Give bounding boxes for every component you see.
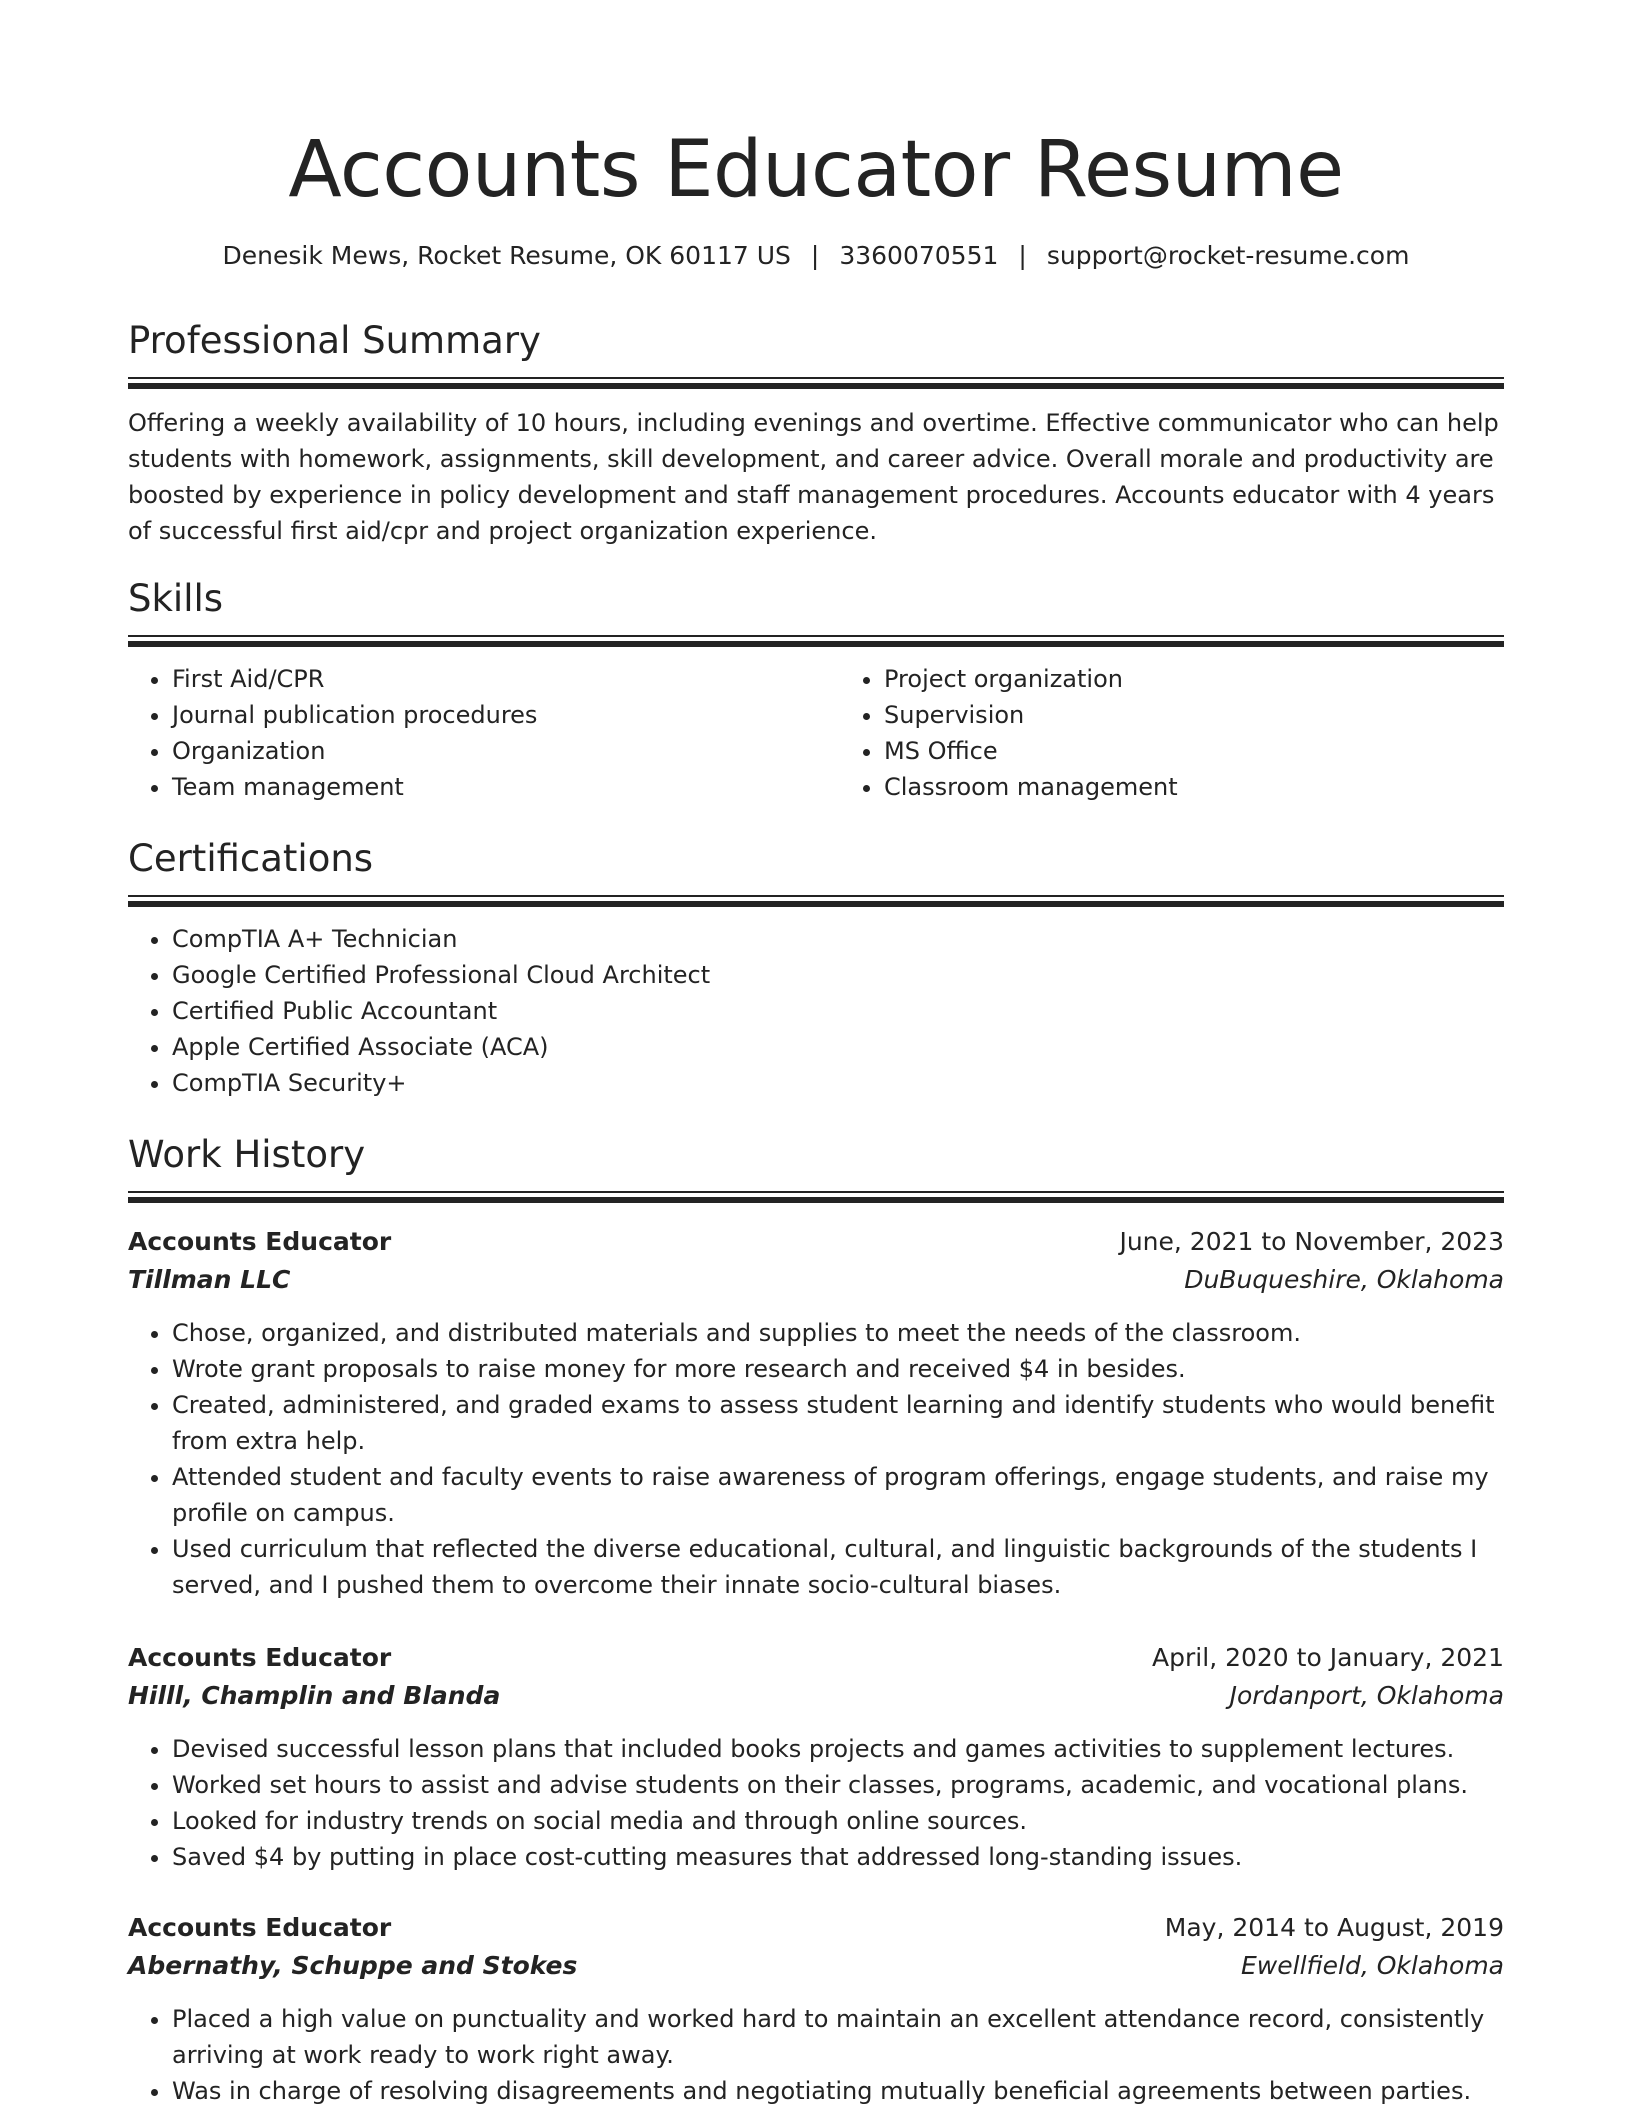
summary-section [128, 317, 1504, 549]
job-title: Accounts Educator [128, 1643, 392, 1672]
summary-heading: Professional Summary [128, 319, 541, 362]
summary-text: Offering a weekly availability of 10 hours, including evenings and overtime. Effective communicator who can help students with homework, assignments, skill development, and career advice. Overall morale and productivity are boosted by experience in policy development and staff management procedures. Accounts educator with 4 years of successful first aid/cpr and project organization experience. [128, 409, 1499, 545]
job-bullet: • Worked set hours to assist and advise students on their classes, programs, academic, and vocational plans. [172, 1767, 1504, 1803]
job-bullet: • Chose, organized, and distributed materials and supplies to meet the needs of the classroom. [172, 1315, 1504, 1351]
skills-heading: Skills [128, 577, 224, 620]
skill-item: • Journal publication procedures [172, 697, 806, 733]
certification-item: • CompTIA A+ Technician [172, 921, 1504, 957]
job-company-row [128, 1947, 1504, 1985]
job-bullet: • Created, administered, and graded exams to assess student learning and identify students who would benefit from extra help. [172, 1387, 1504, 1459]
certification-item: • Google Certified Professional Cloud Architect [172, 957, 1504, 993]
skills-section [128, 575, 1504, 805]
job-company: Hilll, Champlin and Blanda [128, 1681, 501, 1710]
skill-item: • Organization [172, 733, 806, 769]
certification-item: • Apple Certified Associate (ACA) [172, 1029, 1504, 1065]
contact-separator: | [810, 241, 820, 270]
section-divider [128, 635, 1504, 647]
job-company-row [128, 1677, 1504, 1715]
job-title-row [128, 1639, 1504, 1677]
skill-item: • Supervision [884, 697, 1518, 733]
job-bullet: • Attended student and faculty events to raise awareness of program offerings, engage students, and raise my profile on campus. [172, 1459, 1504, 1531]
job-title: Accounts Educator [128, 1227, 392, 1256]
job-bullets [128, 1731, 1504, 1875]
resume-title: Accounts Educator Resume [288, 125, 1344, 215]
skill-item: • First Aid/CPR [172, 661, 806, 697]
job-company: Tillman LLC [128, 1265, 291, 1294]
skill-item: • Project organization [884, 661, 1518, 697]
certifications-section [128, 835, 1504, 1101]
job-entry [128, 1909, 1504, 2109]
contact-address: Denesik Mews, Rocket Resume, OK 60117 US [222, 241, 791, 270]
job-bullets [128, 2001, 1504, 2109]
job-bullet: • Looked for industry trends on social media and through online sources. [172, 1803, 1504, 1839]
job-company-row [128, 1261, 1504, 1299]
skill-item: • Team management [172, 769, 806, 805]
section-divider [128, 1191, 1504, 1203]
contact-phone: 3360070551 [839, 241, 999, 270]
job-title-row [128, 1909, 1504, 1947]
skills-columns [128, 647, 1504, 805]
job-dates: June, 2021 to November, 2023 [1119, 1227, 1504, 1256]
job-location: DuBuqueshire, Oklahoma [1184, 1265, 1504, 1294]
job-bullets [128, 1315, 1504, 1603]
job-company: Abernathy, Schuppe and Stokes [128, 1951, 578, 1980]
certification-item: • Certified Public Accountant [172, 993, 1504, 1029]
contact-email: support@rocket-resume.com [1046, 241, 1410, 270]
job-title: Accounts Educator [128, 1913, 392, 1942]
job-dates: May, 2014 to August, 2019 [1164, 1913, 1504, 1942]
skills-left-list [128, 661, 806, 805]
job-bullet: • Was in charge of resolving disagreements and negotiating mutually beneficial agreements between parties. [172, 2073, 1504, 2109]
job-location: Jordanport, Oklahoma [1229, 1681, 1504, 1710]
skill-item: • MS Office [884, 733, 1518, 769]
job-bullet: • Saved $4 by putting in place cost-cutting measures that addressed long-standing issues. [172, 1839, 1504, 1875]
section-divider [128, 377, 1504, 389]
section-divider [128, 895, 1504, 907]
contact-separator: | [1018, 241, 1027, 270]
skill-item: • Classroom management [884, 769, 1518, 805]
work-heading: Work History [128, 1133, 366, 1176]
contact-line [128, 238, 1504, 274]
work-section [128, 1131, 1504, 1203]
job-title-row [128, 1223, 1504, 1261]
job-bullet: • Used curriculum that reflected the diverse educational, cultural, and linguistic backgrounds of the students I served, and I pushed them to overcome their innate socio-cultural biases. [172, 1531, 1504, 1603]
job-bullet: • Wrote grant proposals to raise money for more research and received $4 in besides. [172, 1351, 1504, 1387]
job-bullet: • Devised successful lesson plans that included books projects and games activities to supplement lectures. [172, 1731, 1504, 1767]
job-bullet: • Placed a high value on punctuality and worked hard to maintain an excellent attendance record, consistently arriving at work ready to work right away. [172, 2001, 1504, 2073]
job-entry [128, 1223, 1504, 1603]
job-location: Ewellfield, Oklahoma [1241, 1951, 1504, 1980]
certifications-heading: Certifications [128, 837, 374, 880]
skills-right-list [840, 661, 1518, 805]
job-dates: April, 2020 to January, 2021 [1152, 1643, 1504, 1672]
certifications-list [128, 921, 1504, 1101]
job-entry [128, 1639, 1504, 1875]
certification-item: • CompTIA Security+ [172, 1065, 1504, 1101]
